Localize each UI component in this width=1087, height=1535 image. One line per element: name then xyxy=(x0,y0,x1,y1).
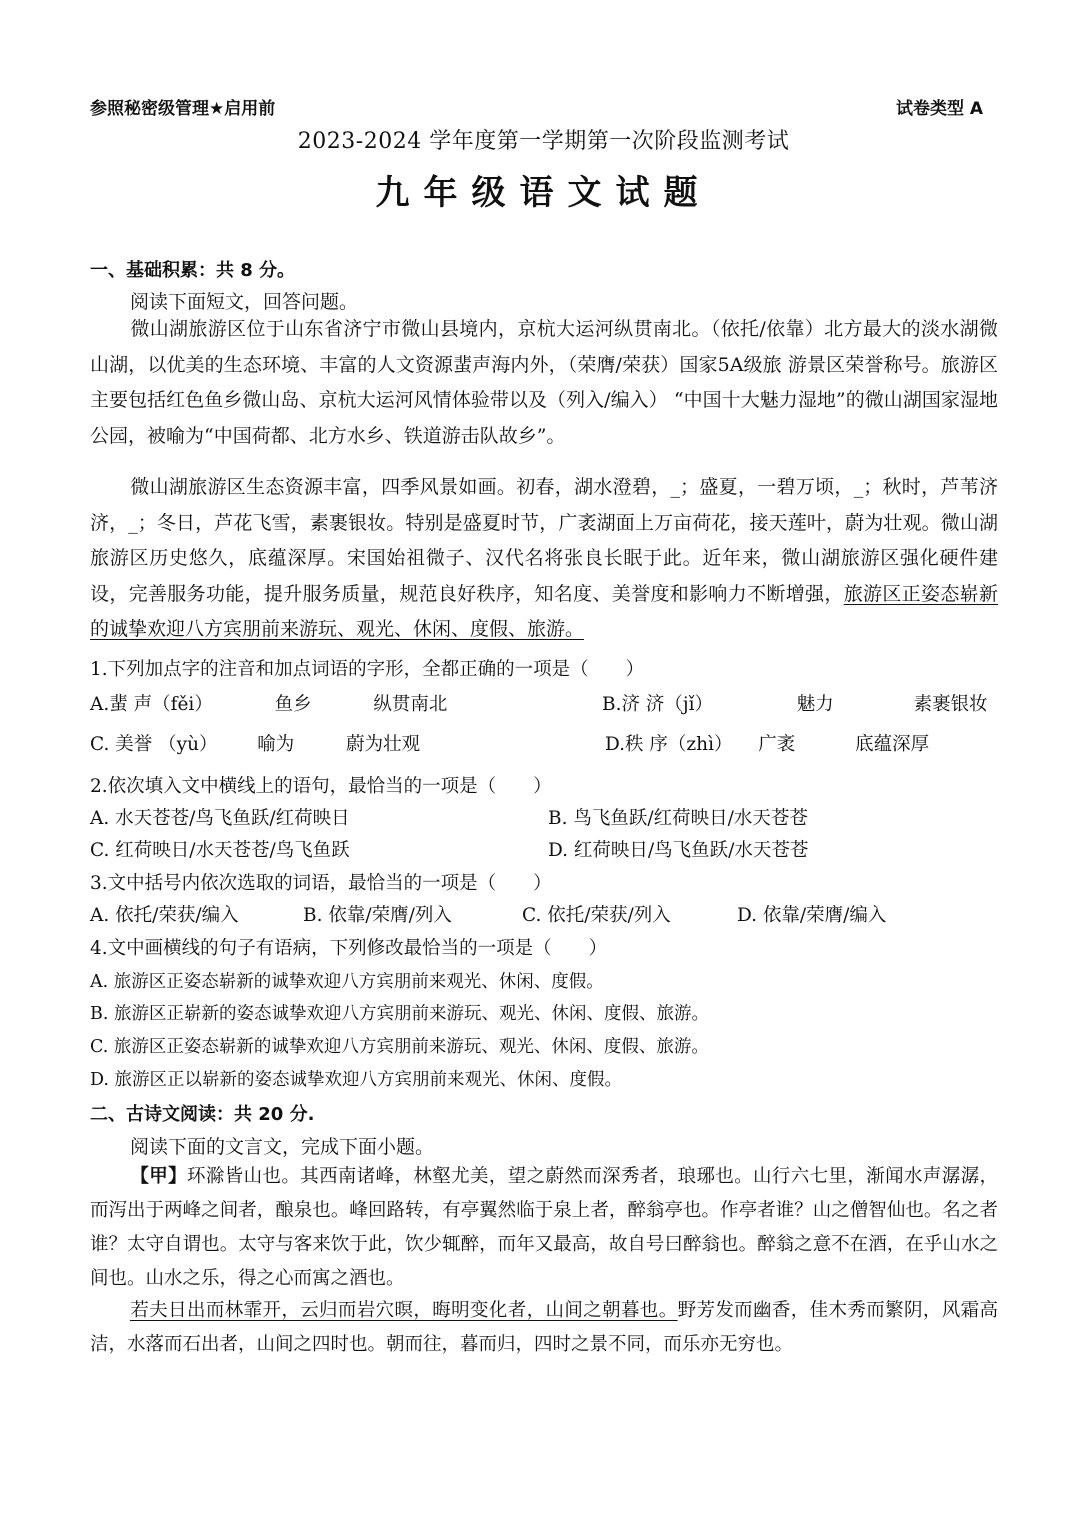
q1-option-b xyxy=(602,690,988,716)
section1-intro: 阅读下面短文，回答问题。 xyxy=(130,291,359,313)
passage1-paragraph1 xyxy=(90,312,998,454)
q1-c-item1: C. 美誉 （yù） xyxy=(90,734,218,755)
q3-stem: 3.文中括号内依次选取的词语，最恰当的一项是（ ） xyxy=(90,873,552,894)
q1-d-item2: 广袤 xyxy=(758,734,796,755)
q1-b-item1: B.济 济（jǐ） xyxy=(602,694,714,715)
q1-a-item2: 鱼乡 xyxy=(274,694,312,715)
section2-intro: 阅读下面的文言文，完成下面小题。 xyxy=(130,1136,435,1158)
q4-option-a: A. 旅游区正姿态崭新的诚挚欢迎八方宾朋前来观光、休闲、度假。 xyxy=(90,972,604,992)
q4-stem: 4.文中画横线的句子有语病，下列修改最恰当的一项是（ ） xyxy=(90,938,608,959)
passage1-p1-text: 微山湖旅游区位于山东省济宁市微山县境内，京杭大运河纵贯南北。（依托/依靠）北方最大的淡水湖微山湖，以优美的生态环境、丰富的人文资源蜚声海内外，（荣膺/荣获）国家5A级旅 游景区荣誉称号。旅游区主要包括红色鱼乡微山岛、京杭大运河风情体验带以及（列入/编入） “中国十大魅力湿地”的微山湖国家湿地公园，被喻为“中国荷都、北方水乡、铁道游击队故乡”。 xyxy=(90,318,998,447)
classical-underlined-sentence: 若夫日出而林霏开，云归而岩穴暝，晦明变化者，山间之朝暮也。 xyxy=(130,1300,678,1321)
section1-heading: 一、基础积累：共 8 分。 xyxy=(90,260,296,281)
q2-option-a: A. 水天苍苍/鸟飞鱼跃/红荷映日 xyxy=(90,808,350,829)
q2-option-b: B. 鸟飞鱼跃/红荷映日/水天苍苍 xyxy=(548,808,808,829)
classical-paragraph1 xyxy=(90,1160,998,1296)
q3-option-c: C. 依托/荣获/列入 xyxy=(522,905,671,926)
passage1-p2-text: 微山湖旅游区生态资源丰富，四季风景如画。初春，湖水澄碧，_；盛夏，一碧万顷，_；秋时，芦苇济济，_；冬日，芦花飞雪，素裹银妆。特别是盛夏时节，广袤湖面上万亩荷花，接天莲叶，蔚为壮观。微山湖旅游区历史悠久，底蕴深厚。宋国始祖微子、汉代名将张良长眠于此。近年来，微山湖旅游区强化硬件建设，完善服务功能，提升服务质量，规范良好秩序，知名度、美誉度和影响力不断增强， xyxy=(90,476,998,605)
q4-option-d: D. 旅游区正以崭新的姿态诚挚欢迎八方宾朋前来观光、休闲、度假。 xyxy=(90,1070,623,1090)
classical-p1-text: 环滁皆山也。其西南诸峰，林壑尤美，望之蔚然而深秀者，琅琊也。山行六七里，渐闻水声潺潺，而泻出于两峰之间者，酿泉也。峰回路转，有亭翼然临于泉上者，醉翁亭也。作亭者谁？山之僧智仙也。名之者谁？太守自谓也。太守与客来饮于此，饮少辄醉，而年又最高，故自号曰醉翁也。醉翁之意不在酒，在乎山水之间也。山水之乐，得之心而寓之酒也。 xyxy=(90,1166,998,1289)
q4-option-b: B. 旅游区正崭新的姿态诚挚欢迎八方宾朋前来游玩、观光、休闲、度假、旅游。 xyxy=(90,1004,709,1024)
main-title: 九年级语文试题 xyxy=(375,173,712,213)
q2-option-d: D. 红荷映日/鸟飞鱼跃/水天苍苍 xyxy=(548,840,809,861)
q2-stem: 2.依次填入文中横线上的语句，最恰当的一项是（ ） xyxy=(90,776,552,797)
q1-a-item1: A.蜚 声（fěi） xyxy=(90,694,213,715)
q1-b-item2: 魅力 xyxy=(796,694,834,715)
paper-type-label: 试卷类型 A xyxy=(896,99,984,119)
q1-option-a xyxy=(90,690,447,716)
q1-c-item2: 喻为 xyxy=(257,734,295,755)
q1-d-item1: D.秩 序（zhì） xyxy=(605,734,733,755)
passage1-paragraph2 xyxy=(90,470,998,648)
q1-b-item3: 素裹银妆 xyxy=(913,694,988,715)
q1-option-c xyxy=(90,730,420,756)
exam-title: 2023-2024 学年度第一学期第一次阶段监测考试 xyxy=(297,129,790,154)
passage1-underlined-sentence: 旅游区正姿态崭新的诚挚欢迎八方宾朋前来游玩、观光、休闲、度假、旅游。 xyxy=(90,582,998,640)
q4-option-c: C. 旅游区正姿态崭新的诚挚欢迎八方宾朋前来游玩、观光、休闲、度假、旅游。 xyxy=(90,1037,709,1057)
q2-option-c: C. 红荷映日/水天苍苍/鸟飞鱼跃 xyxy=(90,840,350,861)
section2-heading: 二、古诗文阅读：共 20 分. xyxy=(90,1104,315,1125)
jia-label: 【甲】 xyxy=(130,1166,187,1187)
q1-d-item3: 底蕴深厚 xyxy=(855,734,930,755)
q1-c-item3: 蔚为壮观 xyxy=(346,734,421,755)
classical-p2-text: 野芳发而幽香，佳木秀而繁阴，风霜高洁，水落而石出者，山间之四时也。朝而往，暮而归，四时之景不同，而乐亦无穷也。 xyxy=(90,1300,998,1355)
confidential-label: 参照秘密级管理★启用前 xyxy=(90,99,276,119)
q1-stem: 1.下列加点字的注音和加点词语的字形，全都正确的一项是（ ） xyxy=(90,659,645,680)
q1-option-d xyxy=(605,730,929,756)
q3-option-b: B. 依靠/荣膺/列入 xyxy=(303,905,452,926)
classical-paragraph2 xyxy=(90,1294,998,1362)
q3-option-d: D. 依靠/荣膺/编入 xyxy=(737,905,887,926)
q1-a-item3: 纵贯南北 xyxy=(373,694,448,715)
q3-option-a: A. 依托/荣获/编入 xyxy=(90,905,239,926)
